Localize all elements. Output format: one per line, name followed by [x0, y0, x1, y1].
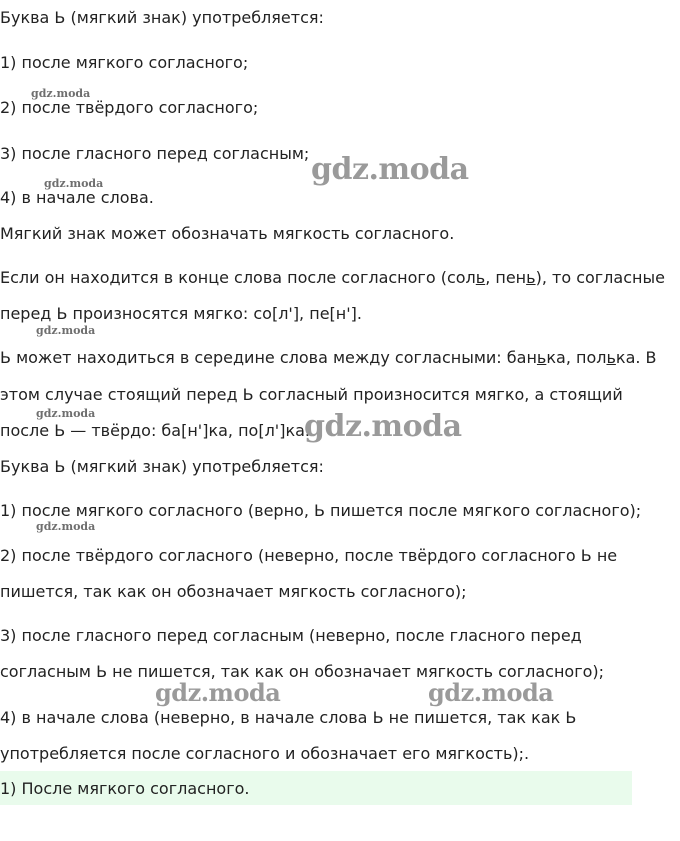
text-line: [0, 268, 665, 288]
answer-box: [0, 771, 632, 805]
text-segment: Ь может находиться в середине слова между согласными: бан: [0, 348, 537, 367]
text-line: 1) после мягкого согласного;: [0, 53, 249, 72]
watermark: gdz.moda: [36, 520, 96, 533]
text-line: 1) после мягкого согласного (верно, Ь пишется после мягкого согласного);: [0, 501, 642, 520]
text-line: 4) в начале слова (неверно, в начале слова Ь не пишется, так как Ь: [0, 708, 577, 727]
text-line: Буква Ь (мягкий знак) употребляется:: [0, 457, 324, 476]
watermark: gdz.moda: [36, 324, 96, 337]
underlined-letter: ь: [475, 268, 486, 287]
text-line: Буква Ь (мягкий знак) употребляется:: [0, 8, 324, 27]
text-line: Мягкий знак может обозначать мягкость согласного.: [0, 224, 455, 243]
text-line: перед Ь произносятся мягко: со[л'], пе[н'].: [0, 304, 362, 323]
text-line: 4) в начале слова.: [0, 188, 154, 207]
text-line: 2) после твёрдого согласного;: [0, 98, 259, 117]
watermark: gdz.moda: [31, 87, 91, 100]
text-segment: ), то согласные: [535, 268, 665, 287]
watermark: gdz.moda: [311, 152, 469, 187]
text-line: 3) после гласного перед согласным;: [0, 144, 310, 163]
text-line: после Ь — твёрдо: ба[н']ка, по[л']ка.: [0, 421, 310, 440]
text-segment: ка, пол: [546, 348, 607, 367]
text-line: употребляется после согласного и обозначает его мягкость);.: [0, 744, 530, 763]
text-line: 3) после гласного перед согласным (неверно, после гласного перед: [0, 626, 582, 645]
underlined-letter: ь: [606, 348, 616, 367]
watermark: gdz.moda: [155, 678, 281, 707]
answer-text: 1) После мягкого согласного.: [0, 779, 250, 798]
watermark: gdz.moda: [304, 409, 462, 444]
text-line: пишется, так как он обозначает мягкость согласного);: [0, 582, 467, 601]
underlined-letter: ь: [536, 348, 547, 367]
watermark: gdz.moda: [36, 407, 96, 420]
text-segment: , пен: [485, 268, 527, 287]
watermark: gdz.moda: [428, 678, 554, 707]
text-line: 2) после твёрдого согласного (неверно, после твёрдого согласного Ь не: [0, 546, 618, 565]
text-segment: Если он находится в конце слова после согласного (сол: [0, 268, 476, 287]
underlined-letter: ь: [526, 268, 536, 287]
text-segment: ка. В: [615, 348, 657, 367]
text-line: согласным Ь не пишется, так как он обозначает мягкость согласного);: [0, 662, 605, 681]
text-line: этом случае стоящий перед Ь согласный произносится мягко, а стоящий: [0, 385, 623, 404]
watermark: gdz.moda: [44, 177, 104, 190]
text-line: [0, 348, 657, 368]
